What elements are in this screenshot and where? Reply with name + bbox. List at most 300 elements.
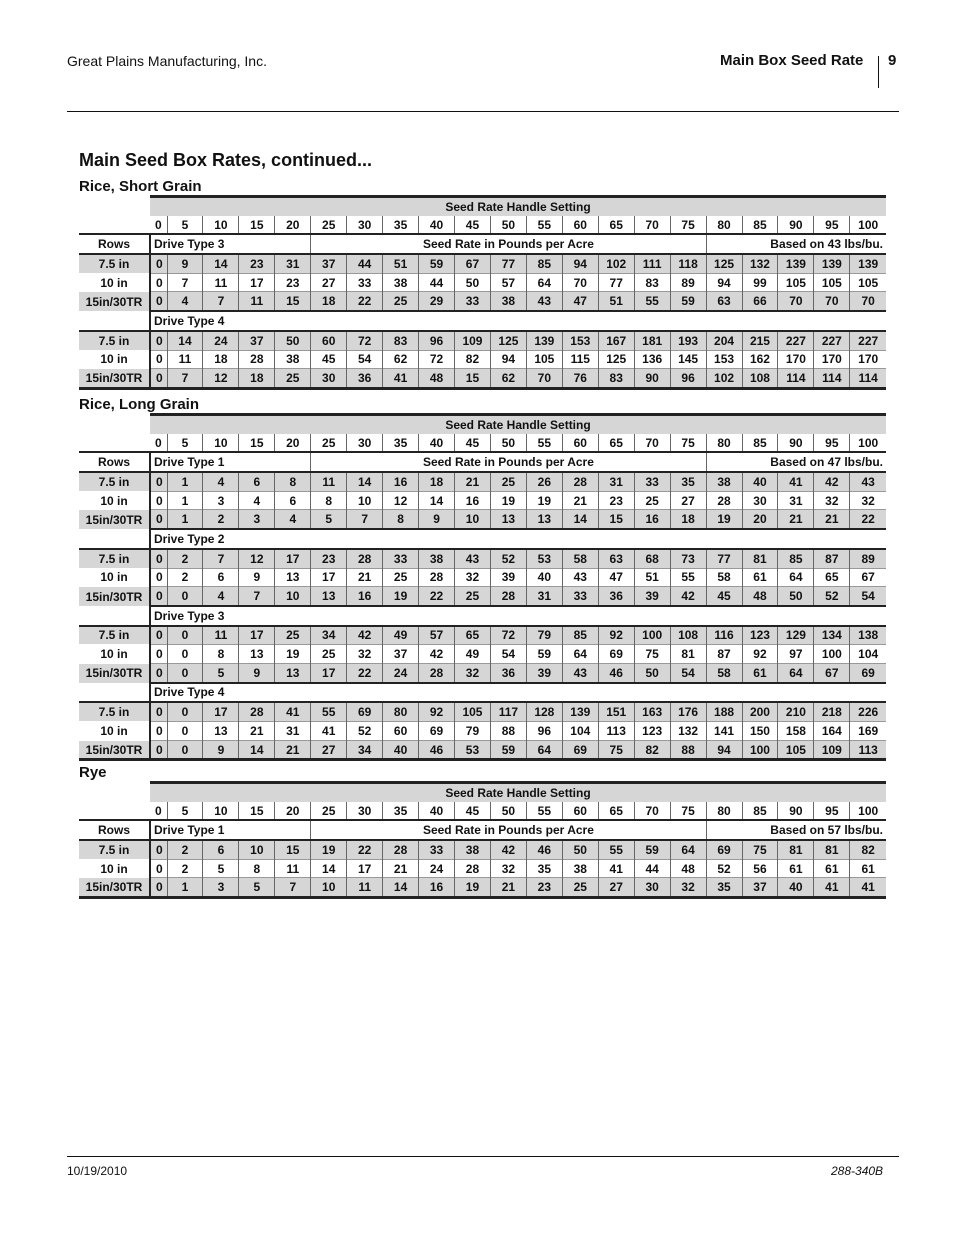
rate-value: 4 <box>275 510 311 529</box>
rate-value: 62 <box>490 369 526 389</box>
rate-value: 97 <box>778 645 814 664</box>
rate-value: 21 <box>239 722 275 741</box>
rate-value: 52 <box>490 549 526 568</box>
rate-value: 150 <box>742 722 778 741</box>
rate-value: 10 <box>239 840 275 859</box>
setting-value: 85 <box>742 216 778 235</box>
rate-value: 23 <box>275 273 311 292</box>
rate-value: 145 <box>670 350 706 369</box>
rate-value: 114 <box>778 369 814 389</box>
rate-value: 42 <box>419 645 455 664</box>
setting-value: 35 <box>383 216 419 235</box>
setting-value: 15 <box>239 434 275 453</box>
rate-value: 139 <box>850 254 886 273</box>
rate-value: 41 <box>850 878 886 898</box>
rate-value: 31 <box>275 722 311 741</box>
rate-value: 35 <box>526 859 562 878</box>
rate-value: 7 <box>167 273 203 292</box>
setting-caption-row <box>79 415 886 434</box>
rate-value: 72 <box>419 350 455 369</box>
rate-value: 0 <box>150 568 167 587</box>
rate-value: 32 <box>455 568 491 587</box>
rate-value: 114 <box>814 369 850 389</box>
rate-value: 28 <box>239 702 275 721</box>
rate-value: 116 <box>706 626 742 645</box>
rate-value: 17 <box>239 273 275 292</box>
rate-value: 3 <box>203 878 239 898</box>
rate-value: 82 <box>850 840 886 859</box>
table-row <box>79 587 886 606</box>
rate-value: 96 <box>419 331 455 350</box>
rate-value: 57 <box>419 626 455 645</box>
row-spacing-label: 7.5 in <box>79 472 150 491</box>
rate-value: 69 <box>562 740 598 760</box>
setting-value: 45 <box>455 434 491 453</box>
rate-value: 0 <box>150 254 167 273</box>
setting-value: 75 <box>670 802 706 821</box>
rate-value: 81 <box>778 840 814 859</box>
setting-value: 45 <box>455 216 491 235</box>
bushel-weight-basis: Based on 47 lbs/bu. <box>706 452 886 472</box>
rate-value: 70 <box>814 292 850 311</box>
rate-value: 139 <box>526 331 562 350</box>
rate-table-rice-long <box>79 413 886 761</box>
rate-value: 88 <box>490 722 526 741</box>
rate-value: 10 <box>311 878 347 898</box>
setting-caption: Seed Rate Handle Setting <box>150 415 886 434</box>
drive-type-label: Drive Type 1 <box>150 452 311 472</box>
rate-value: 2 <box>203 510 239 529</box>
rate-value: 6 <box>239 472 275 491</box>
rate-value: 33 <box>383 549 419 568</box>
rate-value: 13 <box>526 510 562 529</box>
rate-value: 83 <box>634 273 670 292</box>
rate-value: 162 <box>742 350 778 369</box>
rate-value: 14 <box>239 740 275 760</box>
rate-value: 204 <box>706 331 742 350</box>
rate-value: 105 <box>778 740 814 760</box>
rate-value: 50 <box>634 663 670 682</box>
rate-value: 218 <box>814 702 850 721</box>
table-row <box>79 722 886 741</box>
setting-value: 30 <box>347 216 383 235</box>
rate-value: 30 <box>742 491 778 510</box>
rate-value: 105 <box>455 702 491 721</box>
rate-value: 10 <box>275 587 311 606</box>
rate-value: 46 <box>419 740 455 760</box>
setting-value: 65 <box>598 216 634 235</box>
rate-value: 72 <box>490 626 526 645</box>
header-divider <box>878 56 879 88</box>
rate-value: 181 <box>634 331 670 350</box>
rate-value: 13 <box>275 663 311 682</box>
rate-value: 55 <box>634 292 670 311</box>
rate-value: 22 <box>347 840 383 859</box>
table-row <box>79 859 886 878</box>
rate-value: 67 <box>814 663 850 682</box>
rate-value: 69 <box>850 663 886 682</box>
rate-value: 47 <box>598 568 634 587</box>
rate-value: 35 <box>670 472 706 491</box>
rate-value: 2 <box>167 840 203 859</box>
table-row <box>79 663 886 682</box>
bushel-weight-basis: Based on 43 lbs/bu. <box>706 234 886 254</box>
drive-type-row <box>79 529 886 549</box>
rate-value: 14 <box>167 331 203 350</box>
rate-value: 129 <box>778 626 814 645</box>
rate-value: 132 <box>670 722 706 741</box>
rate-value: 14 <box>347 472 383 491</box>
rate-value: 72 <box>347 331 383 350</box>
rate-value: 92 <box>419 702 455 721</box>
rate-value: 11 <box>203 626 239 645</box>
rate-value: 79 <box>526 626 562 645</box>
rate-value: 59 <box>419 254 455 273</box>
row-spacing-label: 15in/30TR <box>79 292 150 311</box>
rate-value: 28 <box>383 840 419 859</box>
rate-value: 51 <box>383 254 419 273</box>
rate-value: 53 <box>526 549 562 568</box>
rate-value: 75 <box>634 645 670 664</box>
rate-value: 44 <box>419 273 455 292</box>
rate-value: 21 <box>455 472 491 491</box>
rate-value: 114 <box>850 369 886 389</box>
rate-value: 28 <box>706 491 742 510</box>
rate-value: 108 <box>670 626 706 645</box>
rate-value: 33 <box>455 292 491 311</box>
rate-value: 17 <box>347 859 383 878</box>
rate-value: 85 <box>526 254 562 273</box>
rate-value: 11 <box>347 878 383 898</box>
rate-value: 38 <box>419 549 455 568</box>
rate-value: 33 <box>347 273 383 292</box>
rate-value: 100 <box>814 645 850 664</box>
rate-value: 113 <box>598 722 634 741</box>
table-row <box>79 472 886 491</box>
table-row <box>79 568 886 587</box>
setting-value: 40 <box>419 434 455 453</box>
rate-value: 36 <box>490 663 526 682</box>
rate-value: 11 <box>239 292 275 311</box>
rate-value: 128 <box>526 702 562 721</box>
rate-value: 21 <box>562 491 598 510</box>
rate-value: 8 <box>311 491 347 510</box>
setting-value: 80 <box>706 216 742 235</box>
rate-value: 25 <box>562 878 598 898</box>
rate-value: 153 <box>706 350 742 369</box>
rate-value: 48 <box>742 587 778 606</box>
rate-value: 43 <box>850 472 886 491</box>
rate-value: 39 <box>634 587 670 606</box>
blank-cell <box>311 529 886 549</box>
setting-value: 15 <box>239 802 275 821</box>
rate-value: 28 <box>562 472 598 491</box>
rate-value: 11 <box>203 273 239 292</box>
page-number: 9 <box>888 52 897 69</box>
rate-value: 81 <box>670 645 706 664</box>
rate-value: 16 <box>419 878 455 898</box>
rate-value: 65 <box>455 626 491 645</box>
rate-value: 7 <box>167 369 203 389</box>
rate-value: 37 <box>239 331 275 350</box>
blank-cell <box>79 434 150 453</box>
setting-caption-row <box>79 783 886 802</box>
rate-value: 58 <box>562 549 598 568</box>
setting-caption: Seed Rate Handle Setting <box>150 783 886 802</box>
page-title: Main Seed Box Rates, continued... <box>79 150 373 170</box>
rate-value: 59 <box>490 740 526 760</box>
setting-value: 40 <box>419 216 455 235</box>
rate-value: 38 <box>562 859 598 878</box>
rate-value: 8 <box>275 472 311 491</box>
rate-value: 92 <box>598 626 634 645</box>
rate-value: 90 <box>634 369 670 389</box>
rate-value: 25 <box>455 587 491 606</box>
rate-value: 5 <box>239 878 275 898</box>
rate-value: 24 <box>419 859 455 878</box>
rate-value: 27 <box>311 740 347 760</box>
drive-type-row <box>79 311 886 331</box>
rate-value: 0 <box>150 549 167 568</box>
rate-value: 42 <box>347 626 383 645</box>
row-spacing-label: 7.5 in <box>79 331 150 350</box>
rate-value: 61 <box>778 859 814 878</box>
rows-header-row <box>79 234 886 254</box>
table-row <box>79 491 886 510</box>
rate-value: 117 <box>490 702 526 721</box>
rate-caption: Seed Rate in Pounds per Acre <box>311 820 706 840</box>
drive-type-label: Drive Type 1 <box>150 820 311 840</box>
rate-value: 40 <box>778 878 814 898</box>
rate-value: 60 <box>311 331 347 350</box>
blank-cell <box>79 197 150 216</box>
rate-value: 46 <box>526 840 562 859</box>
setting-values-row <box>79 216 886 235</box>
rate-value: 39 <box>490 568 526 587</box>
rate-value: 14 <box>383 878 419 898</box>
rate-value: 37 <box>383 645 419 664</box>
rate-value: 19 <box>526 491 562 510</box>
rate-value: 89 <box>670 273 706 292</box>
table-row <box>79 626 886 645</box>
rate-value: 41 <box>814 878 850 898</box>
rate-value: 89 <box>850 549 886 568</box>
setting-value: 55 <box>526 216 562 235</box>
setting-value: 50 <box>490 802 526 821</box>
rate-value: 0 <box>167 702 203 721</box>
rate-value: 45 <box>311 350 347 369</box>
rate-value: 11 <box>311 472 347 491</box>
setting-value: 95 <box>814 216 850 235</box>
table-row <box>79 273 886 292</box>
row-spacing-label: 7.5 in <box>79 254 150 273</box>
rate-value: 136 <box>634 350 670 369</box>
setting-value: 35 <box>383 802 419 821</box>
rate-value: 88 <box>670 740 706 760</box>
rate-value: 109 <box>455 331 491 350</box>
rate-value: 158 <box>778 722 814 741</box>
bushel-weight-basis: Based on 57 lbs/bu. <box>706 820 886 840</box>
rate-caption: Seed Rate in Pounds per Acre <box>311 452 706 472</box>
rate-value: 6 <box>203 568 239 587</box>
rate-value: 11 <box>275 859 311 878</box>
blank-cell <box>79 783 150 802</box>
rate-value: 9 <box>419 510 455 529</box>
setting-value: 10 <box>203 216 239 235</box>
rate-value: 17 <box>275 549 311 568</box>
table-row <box>79 350 886 369</box>
rate-value: 85 <box>562 626 598 645</box>
rate-value: 55 <box>311 702 347 721</box>
row-spacing-label: 7.5 in <box>79 840 150 859</box>
section-title-rice-short: Rice, Short Grain <box>79 178 202 195</box>
rate-value: 167 <box>598 331 634 350</box>
rate-value: 61 <box>742 663 778 682</box>
row-spacing-label: 10 in <box>79 568 150 587</box>
setting-value: 85 <box>742 434 778 453</box>
rate-value: 41 <box>778 472 814 491</box>
setting-value: 100 <box>850 434 886 453</box>
setting-value: 0 <box>150 434 167 453</box>
setting-value: 85 <box>742 802 778 821</box>
table-row <box>79 510 886 529</box>
header-rule <box>67 111 899 112</box>
rate-value: 0 <box>150 510 167 529</box>
row-spacing-label: 10 in <box>79 859 150 878</box>
setting-value: 50 <box>490 216 526 235</box>
table-row <box>79 331 886 350</box>
rate-value: 64 <box>670 840 706 859</box>
setting-value: 70 <box>634 216 670 235</box>
rate-value: 0 <box>150 331 167 350</box>
rate-value: 50 <box>562 840 598 859</box>
rate-value: 176 <box>670 702 706 721</box>
rate-value: 8 <box>383 510 419 529</box>
setting-value: 5 <box>167 802 203 821</box>
rate-value: 53 <box>455 740 491 760</box>
rate-value: 19 <box>706 510 742 529</box>
rate-value: 52 <box>347 722 383 741</box>
rate-value: 139 <box>562 702 598 721</box>
rate-value: 111 <box>634 254 670 273</box>
rate-value: 40 <box>383 740 419 760</box>
rate-value: 139 <box>778 254 814 273</box>
setting-value: 0 <box>150 802 167 821</box>
rate-value: 4 <box>203 587 239 606</box>
rate-value: 13 <box>490 510 526 529</box>
drive-type-label: Drive Type 3 <box>150 606 311 626</box>
rate-value: 169 <box>850 722 886 741</box>
rate-value: 200 <box>742 702 778 721</box>
rate-value: 75 <box>742 840 778 859</box>
rate-value: 61 <box>814 859 850 878</box>
setting-value: 20 <box>275 434 311 453</box>
row-spacing-label: 10 in <box>79 645 150 664</box>
rate-value: 43 <box>455 549 491 568</box>
rate-value: 188 <box>706 702 742 721</box>
rate-value: 10 <box>455 510 491 529</box>
rate-value: 85 <box>778 549 814 568</box>
rate-value: 21 <box>814 510 850 529</box>
rate-value: 33 <box>419 840 455 859</box>
setting-value: 65 <box>598 802 634 821</box>
rate-value: 17 <box>203 702 239 721</box>
rate-value: 14 <box>562 510 598 529</box>
rate-value: 67 <box>455 254 491 273</box>
setting-value: 25 <box>311 802 347 821</box>
rate-value: 68 <box>634 549 670 568</box>
setting-value: 55 <box>526 434 562 453</box>
rate-value: 55 <box>670 568 706 587</box>
blank-cell <box>311 311 886 331</box>
rate-value: 23 <box>239 254 275 273</box>
rate-value: 2 <box>167 549 203 568</box>
rate-value: 6 <box>275 491 311 510</box>
rate-value: 36 <box>598 587 634 606</box>
rate-value: 43 <box>562 568 598 587</box>
rate-value: 46 <box>598 663 634 682</box>
rate-value: 35 <box>706 878 742 898</box>
rate-value: 48 <box>419 369 455 389</box>
rate-value: 0 <box>150 740 167 760</box>
rate-value: 32 <box>490 859 526 878</box>
table-row <box>79 369 886 389</box>
rows-header-row <box>79 820 886 840</box>
rate-value: 50 <box>275 331 311 350</box>
rate-value: 18 <box>419 472 455 491</box>
rate-value: 4 <box>239 491 275 510</box>
rate-value: 21 <box>383 859 419 878</box>
rate-value: 123 <box>742 626 778 645</box>
rows-header: Rows <box>79 234 150 254</box>
table-row <box>79 878 886 898</box>
table-row <box>79 645 886 664</box>
rate-value: 15 <box>275 292 311 311</box>
rate-value: 10 <box>347 491 383 510</box>
setting-value: 95 <box>814 802 850 821</box>
rate-value: 15 <box>598 510 634 529</box>
rate-value: 9 <box>239 663 275 682</box>
rate-value: 43 <box>562 663 598 682</box>
rate-value: 33 <box>562 587 598 606</box>
rate-value: 20 <box>742 510 778 529</box>
rate-value: 54 <box>850 587 886 606</box>
rate-value: 32 <box>850 491 886 510</box>
rate-value: 151 <box>598 702 634 721</box>
rate-value: 0 <box>150 840 167 859</box>
rate-value: 87 <box>814 549 850 568</box>
rate-value: 14 <box>203 254 239 273</box>
setting-value: 100 <box>850 802 886 821</box>
rate-value: 19 <box>490 491 526 510</box>
setting-value: 35 <box>383 434 419 453</box>
rate-value: 59 <box>526 645 562 664</box>
drive-type-label: Drive Type 4 <box>150 311 311 331</box>
rate-value: 25 <box>490 472 526 491</box>
row-spacing-label: 15in/30TR <box>79 369 150 389</box>
rate-value: 7 <box>347 510 383 529</box>
rate-value: 49 <box>383 626 419 645</box>
rate-value: 0 <box>150 587 167 606</box>
rate-value: 32 <box>347 645 383 664</box>
rate-value: 77 <box>598 273 634 292</box>
rate-value: 55 <box>598 840 634 859</box>
rate-value: 65 <box>814 568 850 587</box>
rate-value: 2 <box>167 568 203 587</box>
setting-caption: Seed Rate Handle Setting <box>150 197 886 216</box>
section-title-rice-long: Rice, Long Grain <box>79 396 200 413</box>
rate-value: 0 <box>150 491 167 510</box>
